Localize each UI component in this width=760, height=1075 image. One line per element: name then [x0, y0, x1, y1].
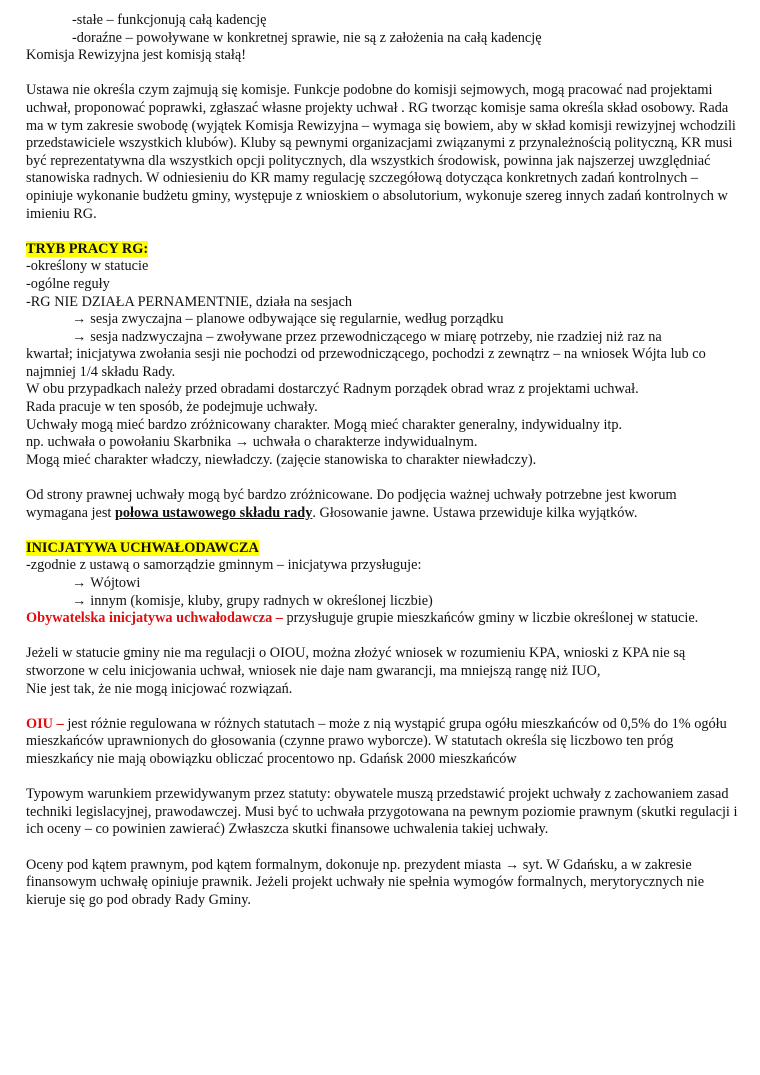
- session-item: → sesja nadzwyczajna – zwoływane przez przewodniczącego w miarę potrzeby, nie rzadziej niż raz na: [72, 328, 662, 345]
- list-item: → Wójtowi: [72, 575, 141, 591]
- highlighted-heading: TRYB PRACY RG:: [26, 240, 149, 257]
- red-term: OIU –: [26, 715, 64, 732]
- red-term: Obywatelska inicjatywa uchwałodawcza –: [26, 610, 283, 627]
- arrow-icon: →: [504, 856, 520, 873]
- document-page: [26, 12, 738, 909]
- paragraph: OIU – jest różnie regulowana w różnych statutach – może z nią wystąpić grupa ogółu mieszkańców od 0,5% do 1% ogółu mieszkańców uprawnionych do głosowania (czynne prawo wyborcze). W statutach określa się liczbowo ten próg mieszkańcy nie mają obowiązku obliczać procentowo np. Gdańsk 2000 mieszkańców: [26, 715, 727, 767]
- highlighted-heading: INICJATYWA UCHWAŁODAWCZA: [26, 539, 259, 556]
- text-line: Nie jest tak, że nie mogą inicjować rozwiązań.: [26, 680, 293, 697]
- text-line: -zgodnie z ustawą o samorządzie gminnym – inicjatywa przysługuje:: [26, 557, 422, 574]
- paragraph: Jeżeli w statucie gminy nie ma regulacji o OIOU, można złożyć wniosek w rozumieniu KPA, wnioski z KPA nie są stworzone w celu inicjowania uchwał, wniosek nie daje nam gwarancji, ma mniejszą rangę niż IUO,: [26, 645, 686, 679]
- list-item: -określony w statucie: [26, 258, 149, 275]
- paragraph: Od strony prawnej uchwały mogą być bardzo zróżnicowane. Do podjęcia ważnej uchwały potrzebne jest kworum wymagana jest połowa ustawowego składu rady. Głosowanie jawne. Ustawa przewiduje kilka wyjątków.: [26, 487, 677, 521]
- paragraph: Typowym warunkiem przewidywanym przez statuty: obywatele muszą przedstawić projekt uchwały z zachowaniem zasad techniki legislacyjnej, prawodawczej. Musi być to uchwała przygotowana na pewnym poziomie prawnym (skutki regulacji i ich oceny – co powinien zawierać) Zwłaszcza skutki finansowe uchwalenia takiej uchwały.: [26, 786, 738, 838]
- paragraph: Oceny pod kątem prawnym, pod kątem formalnym, dokonuje np. prezydent miasta → syt. W Gdańsku, a w zakresie finansowym uchwałę opiniuje prawnik. Jeżeli projekt uchwały nie spełnia wymogów formalnych, merytorycznych nie kieruje się go pod obrady Rady Gminy.: [26, 856, 705, 908]
- arrow-icon: →: [72, 311, 87, 328]
- text-line: W obu przypadkach należy przed obradami dostarczyć Radnym porządek obrad wraz z projektami uchwał.: [26, 381, 639, 398]
- text-line: Komisja Rewizyjna jest komisją stałą!: [26, 47, 246, 64]
- text-line: kwartał; inicjatywa zwołania sesji nie pochodzi od przewodniczącego, pochodzi z zewnątrz – na wniosek Wójta lub co najmniej 1/4 składu Rady.: [26, 346, 706, 380]
- list-item: -ogólne reguły: [26, 275, 110, 292]
- arrow-icon: →: [72, 575, 87, 591]
- arrow-icon: →: [72, 328, 87, 345]
- arrow-icon: →: [72, 592, 87, 609]
- underlined-term: połowa ustawowego składu rady: [114, 504, 313, 521]
- text-line: np. uchwała o powołaniu Skarbnika → uchwała o charakterze indywidualnym.: [26, 434, 478, 451]
- section-heading-tryb: [26, 241, 738, 259]
- section-heading-inicjatywa: [26, 540, 738, 558]
- list-item: → innym (komisje, kluby, grupy radnych w określonej liczbie): [72, 592, 433, 609]
- paragraph: Obywatelska inicjatywa uchwałodawcza – przysługuje grupie mieszkańców gminy w liczbie określonej w statucie.: [26, 610, 699, 627]
- text-line: Uchwały mogą mieć bardzo zróżnicowany charakter. Mogą mieć charakter generalny, indywidualny itp.: [26, 416, 623, 433]
- text-line: Rada pracuje w ten sposób, że podejmuje uchwały.: [26, 399, 318, 416]
- paragraph: Ustawa nie określa czym zajmują się komisje. Funkcje podobne do komisji sejmowych, mogą pracować nad projektami uchwał, proponować poprawki, zgłaszać własne projekty uchwał . RG tworząc komisje sama określa skład osobowy. Rada ma w tym zakresie swobodę (wyjątek Komisja Rewizyjna – wymaga się bowiem, aby w skład komisji rewizyjnej wchodzili przedstawiciele wszystkich klubów). Kluby są pewnymi organizacjami związanymi z przynależnością polityczną, KR musi być reprezentatywna dla wszystkich opcji politycznych, dla wszystkich środowisk, powinna jak najszerzej uwzględniać stanowiska radnych. W odniesieniu do KR mamy regulację szczegółową dotycząca konkretnych zadań kontrolnych – opiniuje wykonanie budżetu gminy, występuje z wnioskiem o absolutorium, wykonuje szereg innych zadań kontrolnych w imieniu RG.: [26, 82, 736, 222]
- list-item: -RG NIE DZIAŁA PERNAMENTNIE, działa na sesjach: [26, 293, 352, 310]
- arrow-icon: →: [234, 434, 250, 451]
- text-line: Mogą mieć charakter władczy, niewładczy. (zajęcie stanowiska to charakter niewładczy).: [26, 451, 537, 468]
- session-item: → sesja zwyczajna – planowe odbywające się regularnie, według porządku: [72, 311, 504, 328]
- text-line: -stałe – funkcjonują całą kadencję: [72, 12, 267, 28]
- text-line: -doraźne – powoływane w konkretnej sprawie, nie są z założenia na całą kadencję: [72, 29, 542, 46]
